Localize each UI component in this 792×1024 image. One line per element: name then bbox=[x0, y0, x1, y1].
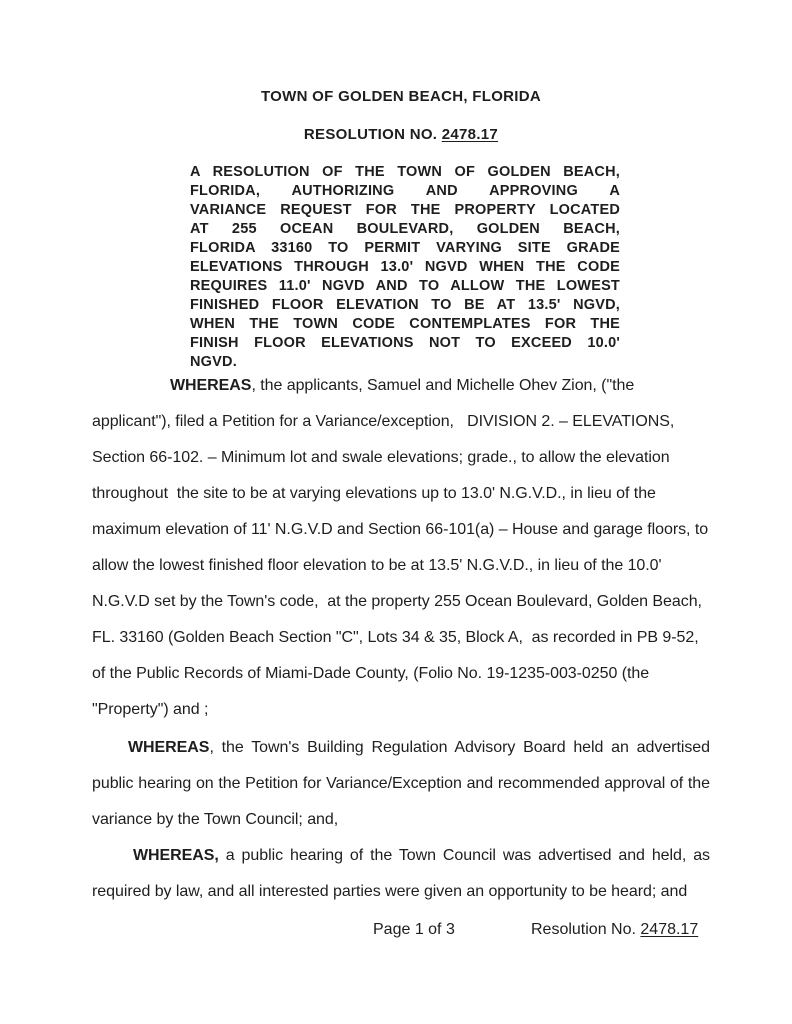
footer-resolution-label: Resolution No. bbox=[531, 921, 641, 938]
page-indicator: Page 1 of 3 bbox=[373, 921, 455, 938]
summary-line: FLORIDA, AUTHORIZING AND APPROVING A bbox=[190, 183, 620, 199]
whereas-paragraph-2 bbox=[92, 730, 710, 838]
resolution-heading bbox=[92, 127, 710, 143]
whereas-lead: WHEREAS bbox=[170, 377, 252, 394]
summary-line: FLORIDA 33160 TO PERMIT VARYING SITE GRADE bbox=[190, 240, 620, 256]
whereas-text: , the Town's Building Regulation Advisory Board held an advertised public hearing on the Petition for Variance/Exception and recommended approval of the variance by the Town Council; and, bbox=[92, 739, 710, 828]
resolution-heading-label: RESOLUTION NO. bbox=[303, 126, 442, 143]
footer-resolution-ref bbox=[531, 921, 698, 939]
resolution-heading-number: 2478.17 bbox=[441, 126, 499, 143]
whereas-lead: WHEREAS, bbox=[133, 847, 219, 864]
summary-line: FINISHED FLOOR ELEVATION TO BE AT 13.5' NGVD, bbox=[190, 297, 620, 313]
summary-line: FINISH FLOOR ELEVATIONS NOT TO EXCEED 10.0' bbox=[190, 335, 620, 351]
document-content bbox=[92, 0, 710, 910]
summary-line: ELEVATIONS THROUGH 13.0' NGVD WHEN THE CODE bbox=[190, 259, 620, 275]
whereas-text: a public hearing of the Town Council was advertised and held, as required by law, and all interested parties were given an opportunity to be heard; and bbox=[92, 847, 710, 900]
whereas-paragraph-3 bbox=[92, 838, 710, 910]
whereas-lead: WHEREAS bbox=[128, 739, 210, 756]
summary-line: REQUIRES 11.0' NGVD AND TO ALLOW THE LOWEST bbox=[190, 278, 620, 294]
summary-line: AT 255 OCEAN BOULEVARD, GOLDEN BEACH, bbox=[190, 221, 620, 237]
summary-line: WHEN THE TOWN CODE CONTEMPLATES FOR THE bbox=[190, 316, 620, 332]
whereas-text: , the applicants, Samuel and Michelle Ohev Zion, ("the applicant"), filed a Petition for a Variance/exception, DIVISION 2. – ELEVATIONS, Section 66-102. – Minimum lot and swale elevations; grade., to allow the elevation throughout the site to be at varying elevations up to 13.0' N.G.V.D., in lieu of the maximum elevation of 11' N.G.V.D and Section 66-101(a) – House and garage floors, to allow the lowest finished floor elevation to be at 13.5' N.G.V.D., in lieu of the 10.0' N.G.V.D set by the Town's code, at the property 255 Ocean Boulevard, Golden Beach, FL. 33160 (Golden Beach Section "C", Lots 34 & 35, Block A, as recorded in PB 9-52, of the Public Records of Miami-Dade County, (Folio No. 19-1235-003-0250 (the "Property") and ; bbox=[92, 377, 709, 718]
summary-line: A RESOLUTION OF THE TOWN OF GOLDEN BEACH, bbox=[190, 164, 620, 180]
summary-line: VARIANCE REQUEST FOR THE PROPERTY LOCATED bbox=[190, 202, 620, 218]
summary-line: NGVD. bbox=[190, 354, 237, 370]
resolution-summary bbox=[190, 163, 620, 372]
footer-resolution-number: 2478.17 bbox=[640, 921, 699, 938]
document-title: TOWN OF GOLDEN BEACH, FLORIDA bbox=[260, 88, 542, 105]
whereas-paragraph-1 bbox=[92, 368, 710, 728]
page-footer bbox=[92, 921, 710, 945]
